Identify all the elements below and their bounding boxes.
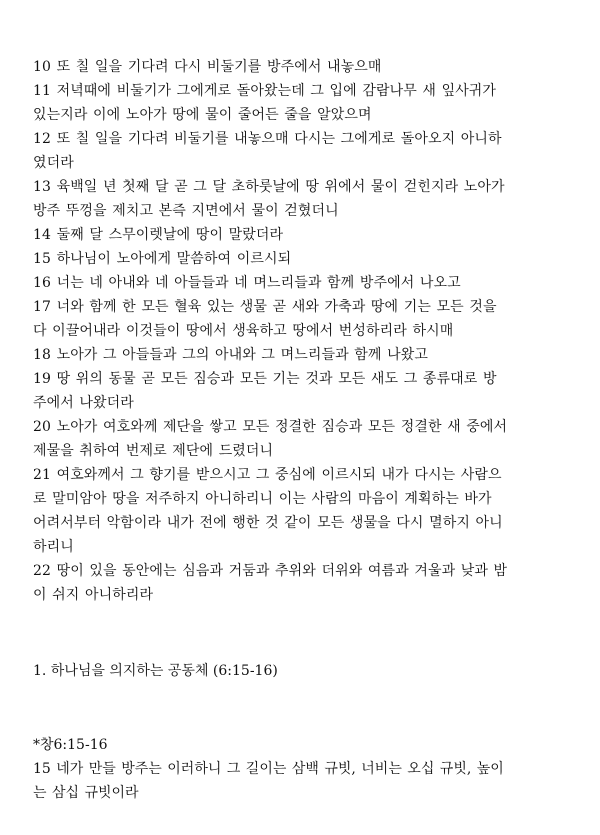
- verse-line: 10 또 칠 일을 기다려 다시 비둘기를 방주에서 내놓으매: [33, 59, 382, 75]
- reference-block: [33, 733, 568, 805]
- verse-line: 16 너는 네 아내와 네 아들들과 네 며느리들과 함께 방주에서 나오고: [33, 275, 461, 291]
- reference-line: 15 네가 만들 방주는 이러하니 그 길이는 삼백 규빗, 너비는 오십 규빗, 높이: [33, 761, 504, 777]
- verse-line: 13 육백일 년 첫째 달 곧 그 달 초하룻날에 땅 위에서 물이 걷힌지라 노아가: [33, 179, 505, 195]
- verse-line: 22 땅이 있을 동안에는 심음과 거둠과 추위와 더위와 여름과 겨울과 낮과 밤: [33, 563, 508, 579]
- verse-line: 방주 뚜껑을 제치고 본즉 지면에서 물이 걷혔더니: [33, 203, 339, 219]
- verse-line: 어려서부터 악함이라 내가 전에 행한 것 같이 모든 생물을 다시 멸하지 아니: [33, 515, 503, 531]
- verse-line: 있는지라 이에 노아가 땅에 물이 줄어든 줄을 알았으며: [33, 107, 372, 123]
- verse-line: 15 하나님이 노아에게 말씀하여 이르시되: [33, 251, 292, 267]
- verse-line: 주에서 나왔더라: [33, 395, 134, 411]
- reference-label: *창6:15-16: [33, 737, 108, 753]
- verse-line: 이 쉬지 아니하리라: [33, 587, 154, 603]
- verse-line: 였더라: [33, 155, 74, 171]
- verse-line: 18 노아가 그 아들들과 그의 아내와 그 며느리들과 함께 나왔고: [33, 347, 428, 363]
- section-heading: 1. 하나님을 의지하는 공동체 (6:15-16): [33, 663, 278, 679]
- verse-line: 19 땅 위의 동물 곧 모든 짐승과 모든 기는 것과 모든 새도 그 종류대로 방: [33, 371, 497, 387]
- reference-line: 는 삼십 규빗이라: [33, 785, 139, 801]
- verse-block: [33, 55, 568, 607]
- verse-line: 12 또 칠 일을 기다려 비둘기를 내놓으매 다시는 그에게로 돌아오지 아니하: [33, 131, 502, 147]
- verse-line: 17 너와 함께 한 모든 혈육 있는 생물 곧 새와 가축과 땅에 기는 모든 것을: [33, 299, 497, 315]
- verse-line: 로 말미암아 땅을 저주하지 아니하리니 이는 사람의 마음이 계획하는 바가: [33, 491, 492, 507]
- verse-line: 11 저녁때에 비둘기가 그에게로 돌아왔는데 그 입에 감람나무 새 잎사귀가: [33, 83, 497, 99]
- verse-line: 14 둘째 달 스무이렛날에 땅이 말랐더라: [33, 227, 284, 243]
- verse-line: 다 이끌어내라 이것들이 땅에서 생육하고 땅에서 번성하리라 하시매: [33, 323, 454, 339]
- verse-line: 하리니: [33, 539, 74, 555]
- document-page: [33, 55, 568, 805]
- verse-line: 21 여호와께서 그 향기를 받으시고 그 중심에 이르시되 내가 다시는 사람으: [33, 467, 502, 483]
- verse-line: 제물을 취하여 번제로 제단에 드렸더니: [33, 443, 274, 459]
- verse-line: 20 노아가 여호와께 제단을 쌓고 모든 정결한 짐승과 모든 정결한 새 중에서: [33, 419, 508, 435]
